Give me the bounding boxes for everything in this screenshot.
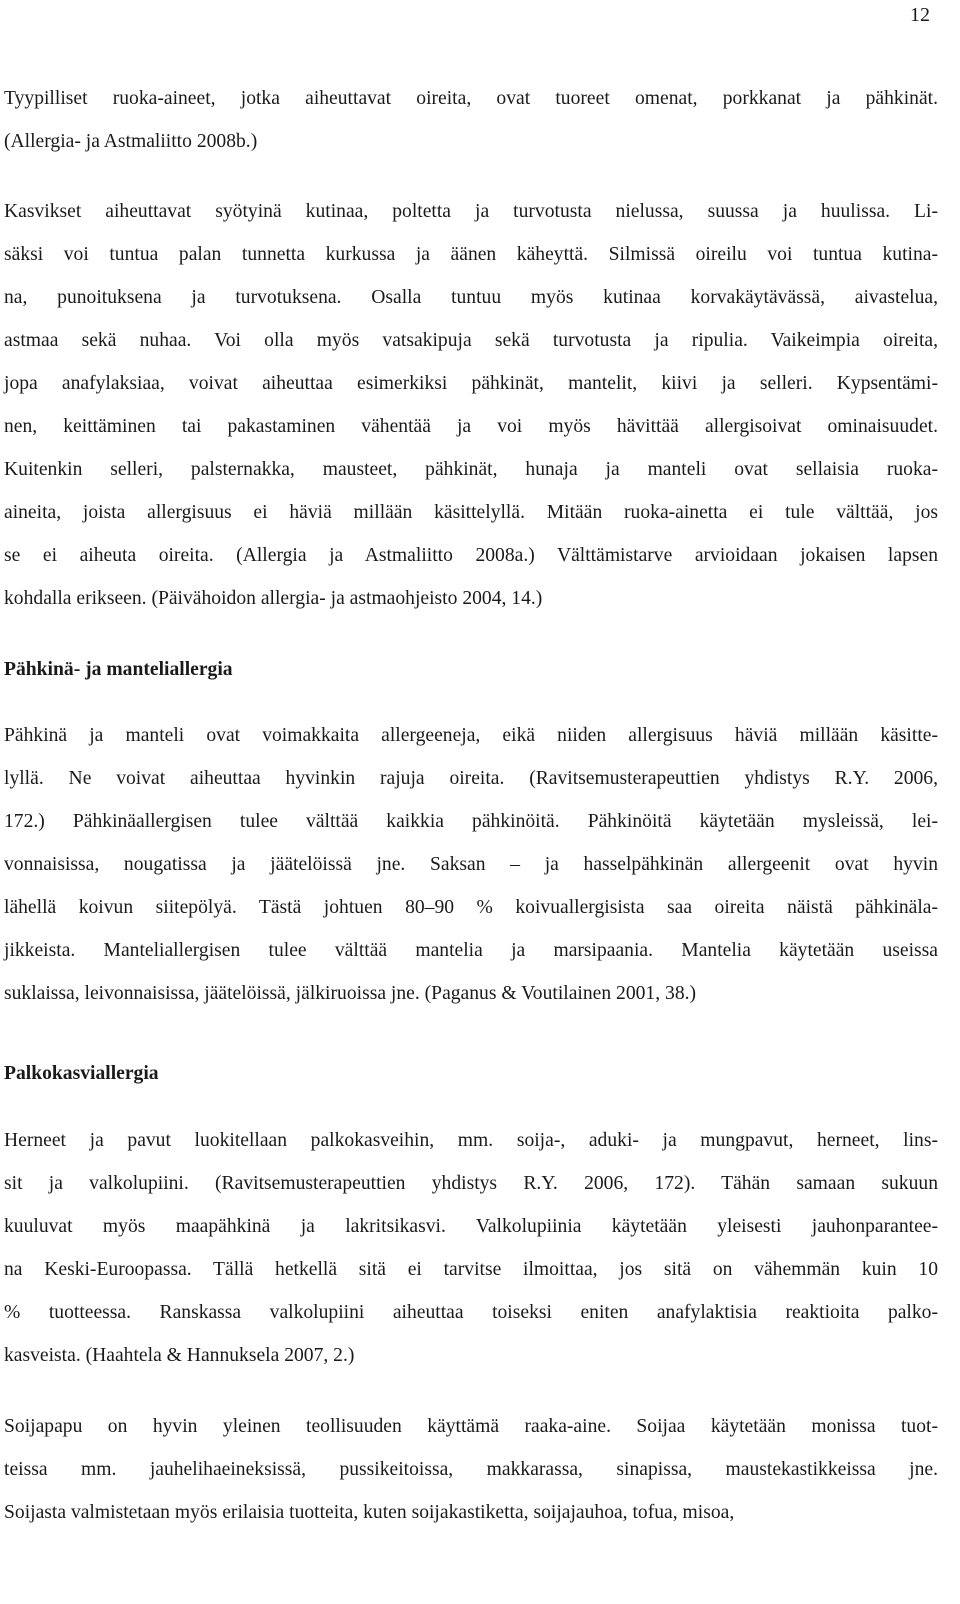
paragraph-line: vonnaisissa, nougatissa ja jäätelöissä jne. Saksan – ja hasselpähkinän allergeenit ovat hyvin	[4, 854, 938, 875]
paragraph-line: kasveista. (Haahtela & Hannuksela 2007, 2.)	[4, 1345, 355, 1366]
paragraph-line: Kasvikset aiheuttavat syötyinä kutinaa, poltetta ja turvotusta nielussa, suussa ja huulissa. Li-	[4, 201, 938, 222]
paragraph-line: % tuotteessa. Ranskassa valkolupiini aiheuttaa toiseksi eniten anafylaktisia reaktioita palko-	[4, 1302, 938, 1323]
paragraph-line: se ei aiheuta oireita. (Allergia ja Astmaliitto 2008a.) Välttämistarve arvioidaan jokaisen lapsen	[4, 545, 938, 566]
paragraph-line: Pähkinä ja manteli ovat voimakkaita allergeeneja, eikä niiden allergisuus häviä millään käsitte-	[4, 725, 938, 746]
paragraph-line: Soijapapu on hyvin yleinen teollisuuden käyttämä raaka-aine. Soijaa käytetään monissa tuot-	[4, 1416, 938, 1437]
paragraph-line: kohdalla erikseen. (Päivähoidon allergia- ja astmaohjeisto 2004, 14.)	[4, 588, 543, 609]
paragraph-line: kuuluvat myös maapähkinä ja lakritsikasvi. Valkolupiinia käytetään yleisesti jauhonparantee-	[4, 1216, 938, 1237]
paragraph-line: Herneet ja pavut luokitellaan palkokasveihin, mm. soija-, aduki- ja mungpavut, herneet, lins-	[4, 1130, 938, 1151]
paragraph-line: jopa anafylaksiaa, voivat aiheuttaa esimerkiksi pähkinät, mantelit, kiivi ja selleri. Kypsentämi-	[4, 373, 938, 394]
paragraph-line: sit ja valkolupiini. (Ravitsemusterapeuttien yhdistys R.Y. 2006, 172). Tähän samaan sukuun	[4, 1173, 938, 1194]
page-number: 12	[910, 4, 930, 26]
paragraph-line: nen, keittäminen tai pakastaminen vähentää ja voi myös hävittää allergisoivat ominaisuudet.	[4, 416, 938, 437]
section-heading: Palkokasviallergia	[4, 1063, 159, 1084]
paragraph-line: 172.) Pähkinäallergisen tulee välttää kaikkia pähkinöitä. Pähkinöitä käytetään mysleissä, lei-	[4, 811, 938, 832]
paragraph-line: säksi voi tuntua palan tunnetta kurkussa ja äänen käheyttä. Silmissä oireilu voi tuntua kutina-	[4, 244, 938, 265]
paragraph-line: Soijasta valmistetaan myös erilaisia tuotteita, kuten soijakastiketta, soijajauhoa, tofua, misoa,	[4, 1502, 735, 1523]
paragraph-line: na Keski-Euroopassa. Tällä hetkellä sitä ei tarvitse ilmoittaa, jos sitä on vähemmän kuin 10	[4, 1259, 938, 1280]
paragraph-line: teissa mm. jauhelihaeineksissä, pussikeitoissa, makkarassa, sinapissa, maustekastikkeissa jne.	[4, 1459, 938, 1480]
paragraph-line: Tyypilliset ruoka-aineet, jotka aiheuttavat oireita, ovat tuoreet omenat, porkkanat ja pähkinät.	[4, 88, 938, 109]
paragraph-line: (Allergia- ja Astmaliitto 2008b.)	[4, 131, 258, 152]
section-heading: Pähkinä- ja manteliallergia	[4, 659, 233, 680]
paragraph-line: lähellä koivun siitepölyä. Tästä johtuen 80–90 % koivuallergisista saa oireita näistä pähkinäla-	[4, 897, 938, 918]
paragraph-line: aineita, joista allergisuus ei häviä millään käsittelyllä. Mitään ruoka-ainetta ei tule välttää, jos	[4, 502, 938, 523]
paragraph-line: na, punoituksena ja turvotuksena. Osalla tuntuu myös kutinaa korvakäytävässä, aivastelua,	[4, 287, 938, 308]
paragraph-line: astmaa sekä nuhaa. Voi olla myös vatsakipuja sekä turvotusta ja ripulia. Vaikeimpia oireita,	[4, 330, 938, 351]
paragraph-line: suklaissa, leivonnaisissa, jäätelöissä, jälkiruoissa jne. (Paganus & Voutilainen 2001, 38.)	[4, 983, 697, 1004]
paragraph-line: Kuitenkin selleri, palsternakka, mausteet, pähkinät, hunaja ja manteli ovat sellaisia ruoka-	[4, 459, 938, 480]
paragraph-line: lyllä. Ne voivat aiheuttaa hyvinkin rajuja oireita. (Ravitsemusterapeuttien yhdistys R.Y. 2006,	[4, 768, 938, 789]
paragraph-line: jikkeista. Manteliallergisen tulee välttää mantelia ja marsipaania. Mantelia käytetään useissa	[4, 940, 938, 961]
